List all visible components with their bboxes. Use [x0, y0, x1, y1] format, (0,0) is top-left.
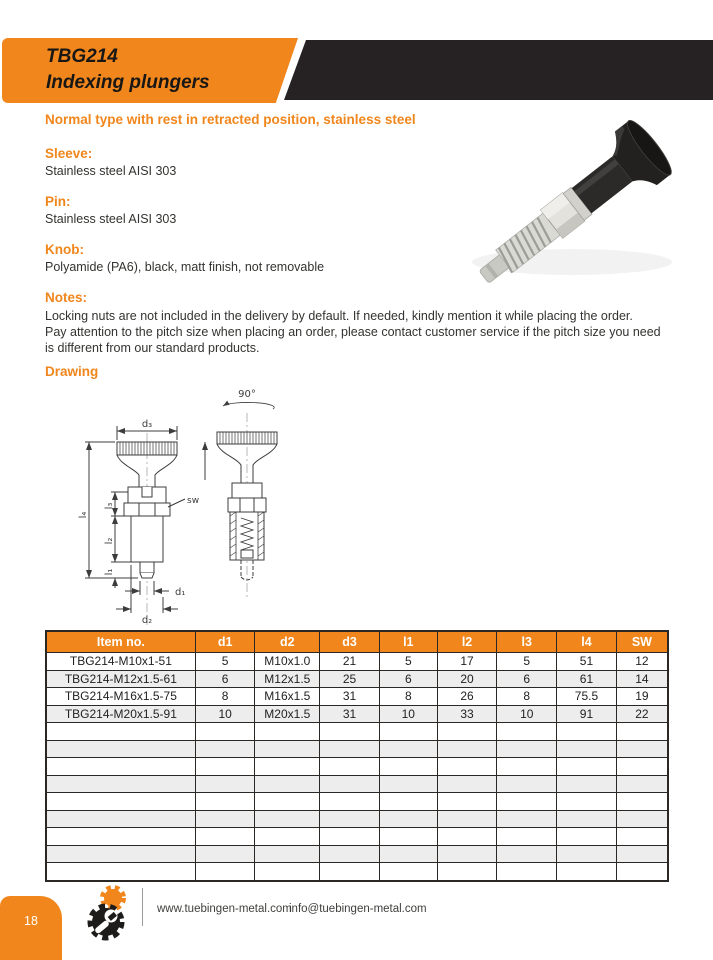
table-row — [46, 793, 668, 811]
table-cell — [557, 775, 617, 793]
gear-icon — [91, 888, 124, 938]
table-cell — [195, 723, 255, 741]
table-cell: 5 — [195, 653, 255, 671]
product-photo — [452, 102, 708, 294]
dim-d2: d₂ — [141, 615, 153, 626]
table-cell: M12x1.5 — [255, 670, 320, 688]
table-cell — [557, 863, 617, 881]
table-cell — [616, 775, 668, 793]
section-sleeve — [45, 146, 176, 178]
dim-d1: d₁ — [175, 587, 186, 598]
table-cell — [379, 810, 437, 828]
table-cell — [497, 845, 557, 863]
sleeve-label: Sleeve: — [45, 146, 93, 161]
table-row — [46, 740, 668, 758]
table-cell — [46, 828, 195, 846]
table-cell — [195, 863, 255, 881]
pin-text: Stainless steel AISI 303 — [45, 212, 177, 226]
table-cell — [437, 740, 497, 758]
knob-text: Polyamide (PA6), black, matt finish, not removable — [45, 260, 325, 274]
table-row — [46, 775, 668, 793]
table-cell — [616, 740, 668, 758]
drawing-heading: Drawing — [45, 364, 99, 379]
section-notes — [45, 290, 673, 356]
column-header: SW — [616, 631, 668, 653]
table-cell — [320, 810, 380, 828]
table-cell — [616, 723, 668, 741]
table-cell: M16x1.5 — [255, 688, 320, 706]
dim-l3: l₃ — [104, 502, 115, 510]
column-header: l4 — [557, 631, 617, 653]
website-link[interactable]: www.tuebingen-metal.com — [157, 903, 292, 915]
table-cell — [195, 810, 255, 828]
table-cell — [195, 828, 255, 846]
table-row — [46, 723, 668, 741]
table-cell — [255, 863, 320, 881]
table-row — [46, 845, 668, 863]
table-cell — [437, 793, 497, 811]
column-header: d1 — [195, 631, 255, 653]
table-cell: 31 — [320, 688, 380, 706]
table-cell: 10 — [379, 705, 437, 723]
table-cell — [379, 775, 437, 793]
table-cell — [320, 758, 380, 776]
table-cell — [497, 863, 557, 881]
knob-label: Knob: — [45, 242, 84, 257]
table-cell — [616, 845, 668, 863]
dim-l2: l₂ — [104, 537, 115, 545]
table-cell — [557, 845, 617, 863]
column-header: d2 — [255, 631, 320, 653]
rotation-angle-label: 90° — [238, 389, 256, 400]
table-cell — [557, 810, 617, 828]
table-cell — [379, 758, 437, 776]
table-cell: 25 — [320, 670, 380, 688]
table-cell — [46, 723, 195, 741]
table-cell — [497, 810, 557, 828]
product-name: Indexing plungers — [46, 72, 210, 93]
table-row — [46, 863, 668, 881]
table-cell: 51 — [557, 653, 617, 671]
table-cell — [255, 845, 320, 863]
dim-l1: l₁ — [104, 568, 115, 576]
table-cell — [557, 740, 617, 758]
table-cell — [557, 828, 617, 846]
table-cell — [497, 723, 557, 741]
table-cell — [616, 828, 668, 846]
table-row — [46, 828, 668, 846]
table-cell — [437, 723, 497, 741]
column-header: l1 — [379, 631, 437, 653]
table-cell: 21 — [320, 653, 380, 671]
table-cell: 6 — [379, 670, 437, 688]
table-cell — [255, 740, 320, 758]
sleeve-text: Stainless steel AISI 303 — [45, 164, 177, 178]
table-cell: 5 — [379, 653, 437, 671]
table-row — [46, 758, 668, 776]
table-cell — [46, 845, 195, 863]
spec-table-header-row — [46, 631, 668, 653]
column-header: l2 — [437, 631, 497, 653]
table-cell — [46, 775, 195, 793]
notes-line-2: Pay attention to the pitch size when placing an order, please contact customer service if the pitch size you need is different from our standard products. — [45, 325, 661, 355]
header-banner-dark — [284, 40, 713, 100]
table-cell — [195, 775, 255, 793]
table-cell: M10x1.0 — [255, 653, 320, 671]
table-cell — [320, 828, 380, 846]
table-cell: 6 — [195, 670, 255, 688]
table-cell — [557, 723, 617, 741]
company-logo — [84, 884, 136, 948]
table-cell — [557, 758, 617, 776]
table-cell — [195, 740, 255, 758]
table-cell — [437, 775, 497, 793]
table-cell: 5 — [497, 653, 557, 671]
table-cell — [616, 758, 668, 776]
table-cell — [616, 810, 668, 828]
page-number-tab — [0, 896, 62, 960]
spec-table-body — [46, 653, 668, 881]
table-row — [46, 810, 668, 828]
table-cell: 20 — [437, 670, 497, 688]
table-cell — [255, 793, 320, 811]
table-cell — [320, 775, 380, 793]
table-cell: TBG214-M20x1.5-91 — [46, 705, 195, 723]
table-cell — [379, 845, 437, 863]
table-cell: TBG214-M10x1-51 — [46, 653, 195, 671]
table-cell — [616, 863, 668, 881]
column-header: l3 — [497, 631, 557, 653]
series-code: TBG214 — [46, 46, 118, 67]
table-cell — [255, 775, 320, 793]
table-cell — [46, 793, 195, 811]
table-cell — [616, 793, 668, 811]
table-cell: 61 — [557, 670, 617, 688]
section-pin — [45, 194, 176, 226]
table-cell: TBG214-M12x1.5-61 — [46, 670, 195, 688]
table-cell: 26 — [437, 688, 497, 706]
table-cell — [557, 793, 617, 811]
column-header: d3 — [320, 631, 380, 653]
table-cell: M20x1.5 — [255, 705, 320, 723]
table-cell — [437, 863, 497, 881]
page-title — [46, 44, 210, 96]
pin-label: Pin: — [45, 194, 71, 209]
notes-line-1: Locking nuts are not included in the delivery by default. If needed, kindly mention it while placing the order. — [45, 309, 633, 323]
dim-sw: sw — [187, 496, 200, 506]
table-cell: 8 — [497, 688, 557, 706]
table-cell — [320, 723, 380, 741]
table-cell: 6 — [497, 670, 557, 688]
table-cell — [497, 740, 557, 758]
table-cell: 31 — [320, 705, 380, 723]
table-cell: 8 — [195, 688, 255, 706]
page-number: 18 — [24, 914, 38, 928]
table-row — [46, 688, 668, 706]
table-cell — [46, 758, 195, 776]
table-cell: 19 — [616, 688, 668, 706]
table-cell: 91 — [557, 705, 617, 723]
notes-label: Notes: — [45, 290, 88, 305]
table-cell — [46, 863, 195, 881]
table-cell — [497, 775, 557, 793]
table-cell — [497, 758, 557, 776]
table-cell: 10 — [195, 705, 255, 723]
technical-drawing — [55, 385, 385, 630]
table-cell — [497, 828, 557, 846]
table-cell — [195, 845, 255, 863]
table-cell — [46, 810, 195, 828]
table-cell — [195, 793, 255, 811]
table-cell — [437, 845, 497, 863]
table-cell — [255, 723, 320, 741]
table-cell: TBG214-M16x1.5-75 — [46, 688, 195, 706]
table-cell — [379, 863, 437, 881]
table-cell: 75.5 — [557, 688, 617, 706]
table-cell — [255, 758, 320, 776]
table-cell: 10 — [497, 705, 557, 723]
table-row — [46, 670, 668, 688]
table-cell — [320, 863, 380, 881]
table-cell: 12 — [616, 653, 668, 671]
table-cell — [379, 828, 437, 846]
table-cell: 8 — [379, 688, 437, 706]
dim-l4: l₄ — [78, 511, 89, 519]
table-row — [46, 653, 668, 671]
table-cell — [320, 740, 380, 758]
table-cell — [320, 845, 380, 863]
table-cell — [320, 793, 380, 811]
table-cell — [379, 793, 437, 811]
dim-d3: d₃ — [141, 419, 153, 430]
page-subtitle: Normal type with rest in retracted position, stainless steel — [45, 112, 416, 127]
email-link[interactable]: info@tuebingen-metal.com — [289, 903, 427, 915]
table-cell: 22 — [616, 705, 668, 723]
table-cell — [379, 723, 437, 741]
table-cell — [437, 828, 497, 846]
table-row — [46, 705, 668, 723]
table-cell — [195, 758, 255, 776]
section-knob — [45, 242, 324, 274]
footer-divider — [142, 888, 143, 926]
column-header: Item no. — [46, 631, 195, 653]
table-cell — [437, 758, 497, 776]
table-cell — [497, 793, 557, 811]
table-cell: 33 — [437, 705, 497, 723]
table-cell — [437, 810, 497, 828]
spec-table — [45, 630, 669, 882]
table-cell — [379, 740, 437, 758]
table-cell — [255, 810, 320, 828]
table-cell: 17 — [437, 653, 497, 671]
table-cell — [46, 740, 195, 758]
table-cell — [255, 828, 320, 846]
table-cell: 14 — [616, 670, 668, 688]
